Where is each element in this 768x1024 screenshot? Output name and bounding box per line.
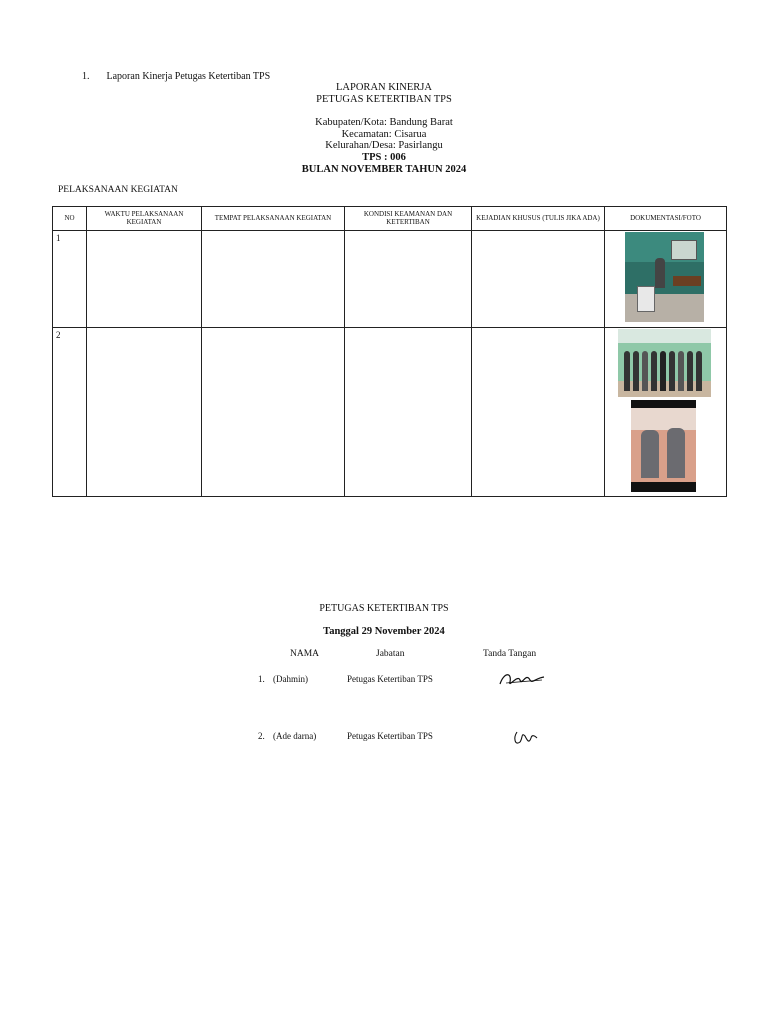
- header-no: NO: [53, 207, 87, 231]
- tps-line: TPS : 006: [362, 152, 406, 163]
- signer-jabatan: Petugas Ketertiban TPS: [347, 731, 433, 741]
- signature-image: [511, 728, 539, 748]
- row-number: 2: [53, 328, 87, 497]
- row-number: 1: [53, 231, 87, 328]
- photo-group: [618, 329, 711, 397]
- report-title: LAPORAN KINERJA: [336, 82, 432, 93]
- signature-title: PETUGAS KETERTIBAN TPS: [319, 603, 449, 614]
- list-item-label: Laporan Kinerja Petugas Ketertiban TPS: [106, 71, 271, 82]
- cell-waktu: [87, 328, 202, 497]
- header-dokumentasi: DOKUMENTASI/FOTO: [605, 207, 727, 231]
- cell-tempat: [202, 231, 345, 328]
- header-kejadian: KEJADIAN KHUSUS (TULIS JIKA ADA): [472, 207, 605, 231]
- signature-image: [496, 668, 548, 690]
- signer-jabatan: Petugas Ketertiban TPS: [347, 674, 433, 684]
- signer-name: (Ade darna): [273, 731, 317, 741]
- report-subtitle: PETUGAS KETERTIBAN TPS: [316, 94, 452, 105]
- table-header-row: [53, 207, 727, 231]
- cell-kejadian: [472, 231, 605, 328]
- table-row: [53, 231, 727, 328]
- photo-polling-room: [625, 232, 704, 322]
- list-item: [82, 71, 270, 82]
- signer-number: 2.: [258, 731, 265, 741]
- activity-table: [52, 206, 727, 497]
- photo-two-officers: [631, 400, 696, 492]
- header-kondisi: KONDISI KEAMANAN DAN KETERTIBAN: [345, 207, 472, 231]
- header-tempat: TEMPAT PELAKSANAAN KEGIATAN: [202, 207, 345, 231]
- cell-kondisi: [345, 328, 472, 497]
- cell-kondisi: [345, 231, 472, 328]
- kabupaten-line: Kabupaten/Kota: Bandung Barat: [315, 117, 453, 128]
- list-item-number: 1.: [82, 71, 90, 82]
- cell-waktu: [87, 231, 202, 328]
- cell-dokumentasi: [605, 231, 727, 328]
- bulan-line: BULAN NOVEMBER TAHUN 2024: [301, 164, 467, 175]
- column-tanda-tangan: Tanda Tangan: [483, 649, 537, 659]
- kelurahan-line: Kelurahan/Desa: Pasirlangu: [325, 140, 443, 151]
- section-label: PELAKSANAAN KEGIATAN: [58, 185, 178, 195]
- header-waktu: WAKTU PELAKSANAAN KEGIATAN: [87, 207, 202, 231]
- signer-name: (Dahmin): [273, 674, 308, 684]
- cell-tempat: [202, 328, 345, 497]
- kecamatan-line: Kecamatan: Cisarua: [341, 129, 427, 140]
- column-jabatan: Jabatan: [376, 649, 405, 659]
- cell-kejadian: [472, 328, 605, 497]
- cell-dokumentasi: [605, 328, 727, 497]
- signature-date: Tanggal 29 November 2024: [323, 626, 445, 637]
- column-nama: NAMA: [290, 649, 320, 659]
- table-row: [53, 328, 727, 497]
- signer-number: 1.: [258, 674, 265, 684]
